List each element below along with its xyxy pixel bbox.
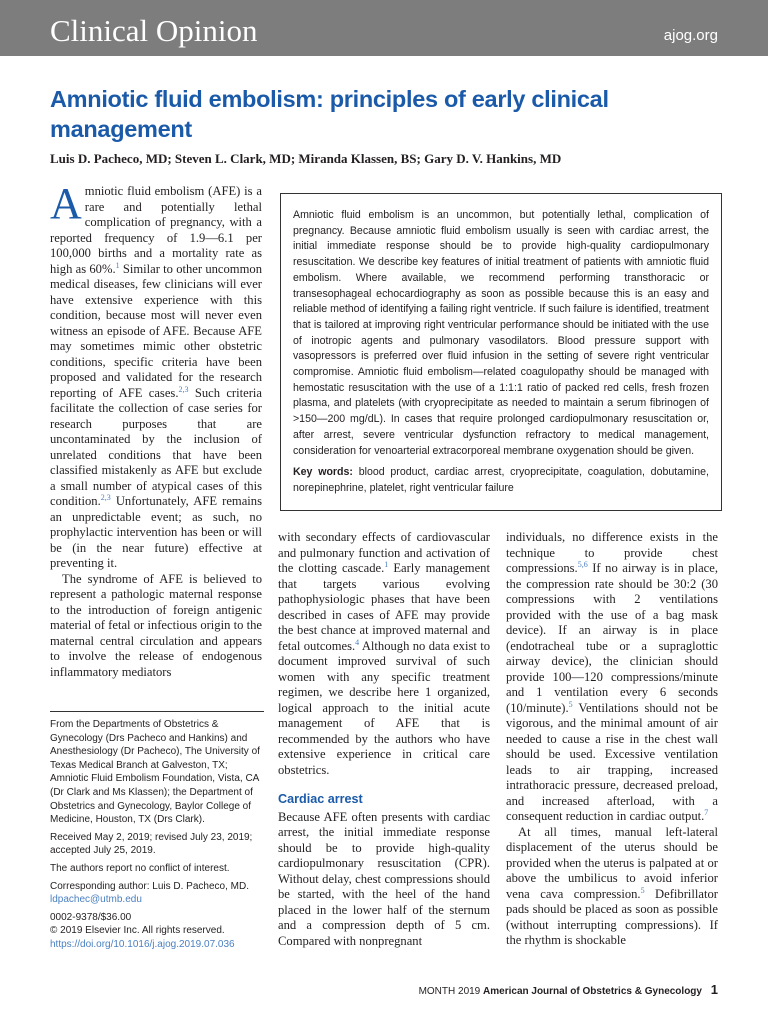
section-heading: Cardiac arrest bbox=[278, 792, 363, 806]
column-2 bbox=[278, 530, 490, 949]
section-banner bbox=[0, 0, 768, 56]
abstract-box bbox=[280, 193, 722, 511]
citation-link[interactable]: 1 bbox=[115, 260, 120, 270]
citation-link[interactable]: 7 bbox=[704, 807, 709, 817]
doi-link[interactable]: https://doi.org/10.1016/j.ajog.2019.07.036 bbox=[50, 938, 235, 950]
received-dates: Received May 2, 2019; revised July 23, 2019; accepted July 25, 2019. bbox=[50, 831, 253, 857]
corresponding-author: Corresponding author: Luis D. Pacheco, MD. bbox=[50, 880, 249, 892]
copyright: © 2019 Elsevier Inc. All rights reserved. bbox=[50, 925, 225, 937]
issue-date: MONTH 2019 bbox=[418, 986, 481, 997]
body-paragraph: The syndrome of AFE is believed to represent a pathologic maternal response to the introduction of foreign antigenic material of fetal or infectious origin to the maternal central circulation and appears to involve the release of endogenous inflammatory mediators bbox=[50, 571, 262, 679]
intro-paragraph: Amniotic fluid embolism (AFE) is a rare and potentially lethal complication of pregnancy, with a reported frequency of 1.9—6.1 per 100,000 births and a mortality rate as high as 60%.$^1$ Similar to other uncommon medical diseases, few clinicians will ever have extensive experience with this condition, because most will never even witness an episode of AFE. Because AFE may sometimes mimic other obstetric conditions, specific criteria have been proposed and validated for the research reporting of AFE cases.$^{2,3}$ Such criteria facilitate the collection of case series for research purposes that are uncontaminated by the inclusion of unrelated conditions that have been classified mistakenly as AFE but exclude a small number of atypical cases of this condition.$^{2,3}$ Unfortunately, AFE remains an unpredictable event; as such, no prophylactic intervention has been or will be (in the near future) effective at preventing it. bbox=[50, 179, 262, 570]
body-paragraph: At all times, manual left-lateral displacement of the uterus should be provided when the uterus is palpated at or above the umbilicus to avoid inferior vena cava compression.$^5$ Defibrillator pads should be placed as soon as possible (without interrupting compressions). If the rhythm is shockable bbox=[506, 824, 718, 947]
body-paragraph: Because AFE often presents with cardiac arrest, the initial immediate response should be to provide high-quality cardiopulmonary resuscitation (CPR). Without delay, chest compressions should be started, with the heel of the hand placed in the lower half of the sternum and a compression depth of 5 cm. Compared with nonpregnant bbox=[278, 809, 490, 948]
citation-link[interactable]: 5 bbox=[568, 699, 573, 709]
page-number: 1 bbox=[710, 982, 718, 997]
author-list: Luis D. Pacheco, MD; Steven L. Clark, MD; Miranda Klassen, BS; Gary D. V. Hankins, MD bbox=[50, 151, 562, 166]
article-title: Amniotic fluid embolism: principles of early clinical management bbox=[50, 86, 609, 142]
column-1 bbox=[50, 179, 262, 680]
journal-site-link[interactable]: ajog.org bbox=[663, 27, 718, 44]
keywords bbox=[293, 465, 709, 496]
abstract-text: Amniotic fluid embolism is an uncommon, but potentially lethal, complication of pregnancy. Because amniotic fluid embolism usually is seen with cardiac arrest, the initial immediate response should be to provide high-quality cardiopulmonary resuscitation. We describe key features of initial treatment of patients with amniotic fluid embolism. Where available, we recommend performing transthoracic or transesophageal echocardiography as soon as possible because this is an easy and reliable method of identifying a failing right ventricle. If such failure is identified, treatment that is tailored at improving right ventricular performance should be initiated with the use of inotropic agents and pulmonary vasodilators. Blood pressure support with vasopressors is preferred over fluid infusion in the setting of severe right ventricular compromise. Amniotic fluid embolism—related coagulopathy should be managed with hemostatic resuscitation with the use of a 1:1:1 ratio of packed red cells, fresh frozen plasma, and platelets (with cryoprecipitate as needed to maintain a serum fibrinogen of >150—200 mg/dL). In cases that require prolonged cardiopulmonary resuscitation or, after arrest, severe ventricular dysfunction refractory to medical management, consideration for venoarterial extracorporeal membrane oxygenation should be given. bbox=[293, 209, 709, 457]
citation-link[interactable]: 4 bbox=[355, 637, 360, 647]
citation-link[interactable]: 5 bbox=[640, 885, 645, 895]
page-footer bbox=[419, 982, 718, 997]
body-paragraph: individuals, no difference exists in the technique to provide chest compressions.$^{5,6}$ If no airway is in place, the compression rate should be 30:2 (30 compressions with 2 ventilations provided with the use of a bag mask device). If an airway is in place (endotracheal tube or a supraglottic airway device), the clinician should provide 100—120 compressions/minute and 1 ventilation every 6 seconds (10/minute).$^5$ Ventilations should not be vigorous, and the minimal amount of air needed to cause a rise in the chest wall should be used. Excessive ventilation leads to air trapping, increased intrathoracic pressure, decreased preload, and increased afterload, with a consequent reduction in cardiac output.$^7$ bbox=[506, 530, 718, 823]
citation-link[interactable]: 5,6 bbox=[577, 559, 588, 569]
citation-link[interactable]: 2,3 bbox=[178, 384, 189, 394]
issn-price: 0002-9378/$36.00 bbox=[50, 911, 132, 923]
journal-name: American Journal of Obstetrics & Gynecology bbox=[483, 986, 702, 997]
keywords-label: Key words: bbox=[293, 466, 353, 479]
citation-link[interactable]: 1 bbox=[384, 559, 389, 569]
drop-cap: A bbox=[50, 179, 82, 228]
email-link[interactable]: ldpachec@utmb.edu bbox=[50, 894, 142, 906]
article-footnotes bbox=[50, 711, 264, 956]
conflict-of-interest: The authors report no conflict of interest. bbox=[50, 862, 230, 874]
section-title: Clinical Opinion bbox=[50, 13, 258, 48]
column-3 bbox=[506, 530, 718, 949]
citation-link[interactable]: 2,3 bbox=[100, 492, 111, 502]
body-paragraph: with secondary effects of cardiovascular and pulmonary function and activation of the clotting cascade.$^1$ Early management that targets various evolving pathophysiologic phases that have been described in cases of AFE may provide the best chance at improved maternal and fetal outcomes.$^4$ Although no data exist to document improved survival of such women with any specific treatment regimen, we describe here 1 organized, logical approach to the initial acute management of AFE that is recommended by the authors who have extensive experience in critical care obstetrics. bbox=[278, 530, 490, 777]
affiliations: From the Departments of Obstetrics & Gynecology (Drs Pacheco and Hankins) and Anesthesiology (Dr Pacheco), The University of Texas Medical Branch at Galveston, TX; Amniotic Fluid Embolism Foundation, Vista, CA (Dr Clark and Ms Klassen); the Department of Obstetrics and Gynecology, Baylor College of Medicine, Houston, TX (Drs Clark). bbox=[50, 719, 260, 826]
keywords-list: blood product, cardiac arrest, cryoprecipitate, coagulation, dobutamine, norepinephrine, platelet, right ventricular failure bbox=[293, 466, 709, 494]
